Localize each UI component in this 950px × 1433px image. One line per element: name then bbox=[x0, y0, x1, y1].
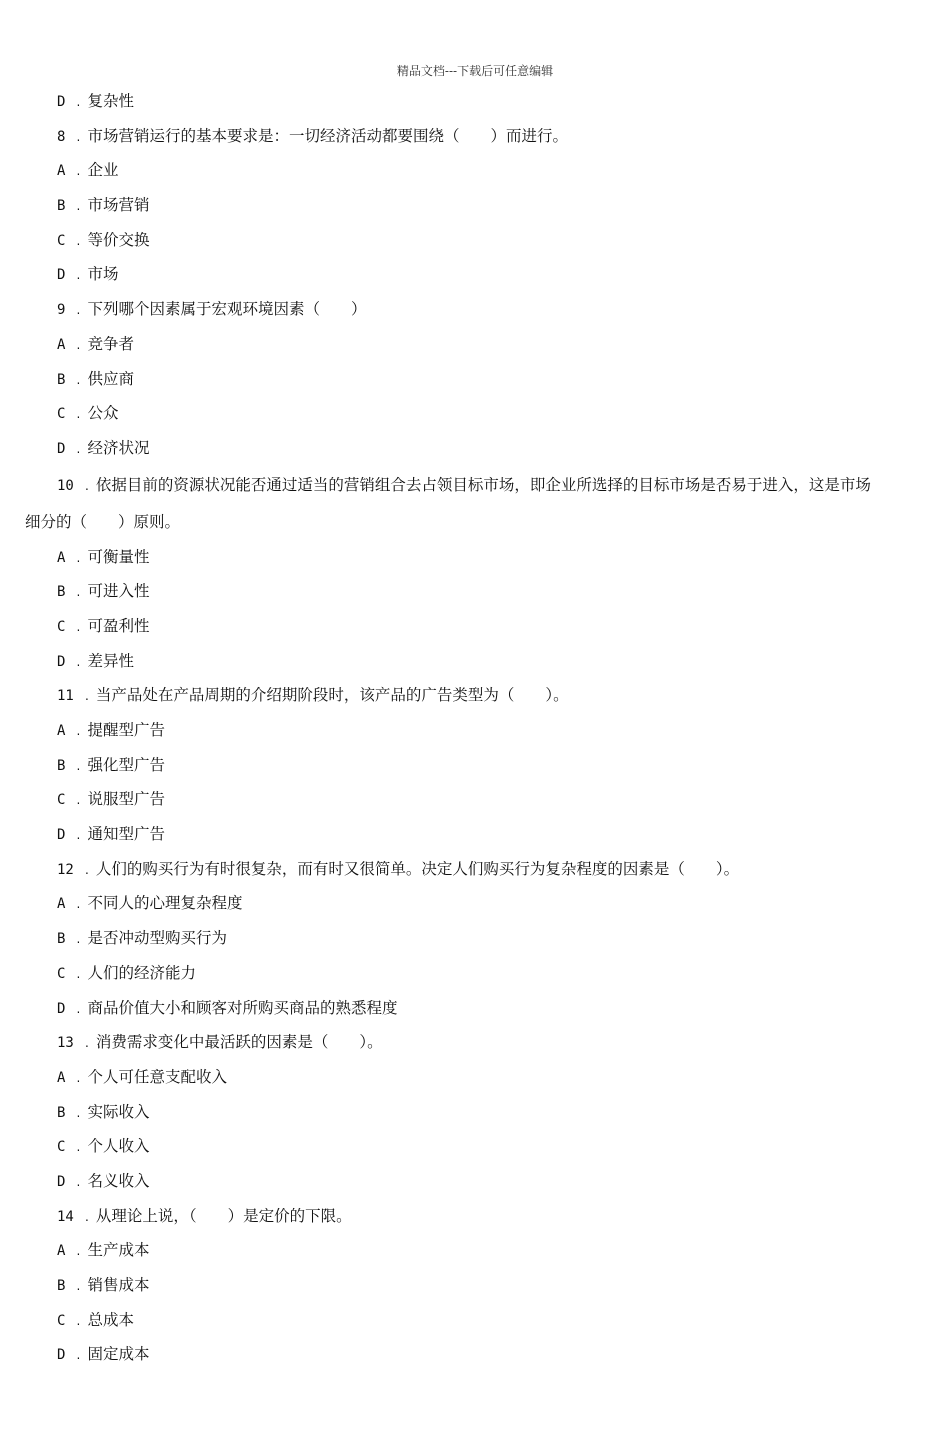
separator-dot: . bbox=[76, 337, 81, 352]
separator-dot: . bbox=[76, 1105, 81, 1120]
question-number: 9 bbox=[57, 302, 66, 319]
separator-dot: . bbox=[76, 724, 81, 738]
option-text: 个人收入 bbox=[87, 1137, 150, 1156]
option-letter: C bbox=[57, 1139, 66, 1156]
option-text: 个人可任意支配收入 bbox=[87, 1067, 227, 1086]
option-line bbox=[0, 886, 950, 921]
separator-dot: . bbox=[76, 1140, 81, 1155]
option-text: 名义收入 bbox=[87, 1171, 150, 1190]
option-line bbox=[0, 1268, 950, 1303]
option-letter: D bbox=[57, 94, 66, 110]
option-letter: A bbox=[57, 163, 66, 180]
separator-dot: . bbox=[76, 372, 81, 387]
question-text: 从理论上说，（ ）是定价的下限。 bbox=[95, 1206, 352, 1225]
option-letter: B bbox=[57, 198, 66, 215]
option-letter: A bbox=[57, 1243, 66, 1260]
option-text: 竞争者 bbox=[87, 334, 134, 353]
option-text: 可进入性 bbox=[87, 582, 150, 601]
option-line bbox=[0, 1129, 950, 1164]
option-text: 市场营销 bbox=[87, 196, 150, 215]
option-text: 说服型广告 bbox=[87, 790, 165, 809]
option-line bbox=[0, 1337, 950, 1372]
option-line bbox=[0, 327, 950, 362]
option-letter: C bbox=[57, 965, 66, 982]
question-line bbox=[0, 466, 950, 504]
option-line bbox=[0, 362, 950, 397]
separator-dot: . bbox=[76, 129, 81, 144]
option-letter: A bbox=[57, 896, 66, 913]
separator-dot: . bbox=[84, 689, 89, 704]
separator-dot: . bbox=[76, 95, 81, 109]
separator-dot: . bbox=[76, 1244, 81, 1259]
option-line bbox=[0, 431, 950, 466]
option-text: 经济状况 bbox=[87, 438, 150, 457]
separator-dot: . bbox=[84, 1209, 89, 1224]
option-text: 总成本 bbox=[87, 1310, 134, 1329]
option-text: 强化型广告 bbox=[87, 755, 165, 774]
separator-dot: . bbox=[76, 758, 81, 773]
option-line bbox=[0, 817, 950, 852]
option-letter: D bbox=[57, 1347, 66, 1364]
separator-dot: . bbox=[76, 585, 81, 600]
separator-dot: . bbox=[76, 966, 81, 981]
separator-dot: . bbox=[76, 550, 81, 565]
question-line bbox=[0, 1199, 950, 1234]
option-letter: B bbox=[57, 1104, 66, 1121]
separator-dot: . bbox=[76, 828, 81, 843]
question-number: 8 bbox=[57, 128, 66, 145]
option-line bbox=[0, 609, 950, 644]
separator-dot: . bbox=[76, 932, 81, 947]
separator-dot: . bbox=[76, 1001, 81, 1016]
option-line bbox=[0, 257, 950, 292]
question-line bbox=[0, 292, 950, 327]
separator-dot: . bbox=[76, 1279, 81, 1293]
separator-dot: . bbox=[76, 897, 81, 912]
option-line bbox=[0, 540, 950, 575]
option-line bbox=[0, 956, 950, 991]
question-text: 当产品处在产品周期的介绍期阶段时，该产品的广告类型为（ ）。 bbox=[95, 686, 569, 705]
separator-dot: . bbox=[76, 1313, 81, 1328]
separator-dot: . bbox=[76, 654, 81, 669]
option-letter: D bbox=[57, 1173, 66, 1190]
question-line bbox=[0, 119, 950, 154]
option-line bbox=[0, 921, 950, 956]
option-text: 销售成本 bbox=[87, 1276, 150, 1294]
question-text-continued: 细分的（ ）原则。 bbox=[25, 512, 181, 531]
page-header: 精品文档---下载后可任意编辑 bbox=[396, 64, 554, 78]
option-letter: C bbox=[57, 1312, 66, 1329]
separator-dot: . bbox=[76, 268, 81, 283]
question-number: 11 bbox=[57, 688, 74, 705]
option-line bbox=[0, 644, 950, 679]
option-line bbox=[0, 748, 950, 783]
option-line bbox=[0, 991, 950, 1026]
separator-dot: . bbox=[76, 1174, 81, 1189]
option-line bbox=[0, 223, 950, 258]
option-letter: A bbox=[57, 1069, 66, 1086]
option-letter: B bbox=[57, 584, 66, 601]
question-text: 下列哪个因素属于宏观环境因素（ ） bbox=[87, 300, 367, 319]
question-text: 依据目前的资源状况能否通过适当的营销组合去占领目标市场，即企业所选择的目标市场是否易于进入，这是市场 bbox=[95, 475, 871, 494]
option-letter: C bbox=[57, 618, 66, 635]
option-text: 人们的经济能力 bbox=[87, 963, 196, 982]
option-line bbox=[0, 574, 950, 609]
separator-dot: . bbox=[76, 407, 81, 422]
option-letter: C bbox=[57, 792, 66, 809]
option-letter: D bbox=[57, 1000, 66, 1017]
option-line bbox=[0, 1060, 950, 1095]
separator-dot: . bbox=[76, 164, 81, 179]
separator-dot: . bbox=[76, 1070, 81, 1085]
option-line bbox=[0, 1303, 950, 1338]
option-line bbox=[0, 1095, 950, 1130]
option-line bbox=[0, 713, 950, 748]
option-letter: D bbox=[57, 653, 66, 670]
question-number: 14 bbox=[57, 1208, 74, 1225]
separator-dot: . bbox=[76, 1348, 81, 1363]
option-text: 复杂性 bbox=[87, 92, 134, 110]
separator-dot: . bbox=[76, 233, 81, 248]
option-text: 固定成本 bbox=[87, 1345, 150, 1364]
option-text: 不同人的心理复杂程度 bbox=[87, 894, 243, 913]
option-text: 供应商 bbox=[87, 369, 134, 388]
option-text: 差异性 bbox=[87, 651, 134, 670]
option-text: 提醒型广告 bbox=[87, 721, 165, 739]
option-text: 企业 bbox=[87, 161, 119, 180]
question-text: 人们的购买行为有时很复杂，而有时又很简单。决定人们购买行为复杂程度的因素是（ ）。 bbox=[95, 859, 740, 878]
option-letter: B bbox=[57, 757, 66, 774]
option-letter: B bbox=[57, 931, 66, 948]
separator-dot: . bbox=[76, 793, 81, 808]
option-text: 可盈利性 bbox=[87, 616, 150, 635]
option-text: 可衡量性 bbox=[87, 547, 150, 566]
option-letter: A bbox=[57, 549, 66, 566]
question-number: 13 bbox=[57, 1035, 74, 1052]
option-line bbox=[0, 1164, 950, 1199]
option-text: 实际收入 bbox=[87, 1102, 150, 1121]
option-line bbox=[0, 84, 950, 119]
option-line bbox=[0, 1233, 950, 1268]
separator-dot: . bbox=[76, 303, 81, 318]
option-text: 市场 bbox=[87, 265, 119, 284]
option-letter: A bbox=[57, 336, 66, 353]
option-letter: D bbox=[57, 827, 66, 844]
option-text: 生产成本 bbox=[87, 1241, 150, 1260]
separator-dot: . bbox=[84, 862, 89, 877]
option-letter: A bbox=[57, 723, 66, 739]
question-list bbox=[0, 84, 950, 1372]
option-line bbox=[0, 188, 950, 223]
question-text: 市场营销运行的基本要求是：一切经济活动都要围绕（ ）而进行。 bbox=[87, 126, 568, 145]
option-line bbox=[0, 782, 950, 817]
option-letter: C bbox=[57, 232, 66, 249]
question-number: 12 bbox=[57, 861, 74, 878]
option-text: 公众 bbox=[87, 404, 119, 423]
option-letter: C bbox=[57, 406, 66, 423]
option-letter: D bbox=[57, 267, 66, 284]
separator-dot: . bbox=[84, 478, 89, 493]
option-text: 商品价值大小和顾客对所购买商品的熟悉程度 bbox=[87, 998, 398, 1017]
separator-dot: . bbox=[84, 1036, 89, 1051]
option-letter: B bbox=[57, 1278, 66, 1294]
option-text: 通知型广告 bbox=[87, 825, 165, 844]
question-line bbox=[0, 852, 950, 887]
option-letter: D bbox=[57, 440, 66, 457]
question-number: 10 bbox=[57, 477, 74, 494]
separator-dot: . bbox=[76, 619, 81, 634]
separator-dot: . bbox=[76, 441, 81, 456]
question-line bbox=[0, 678, 950, 713]
option-text: 等价交换 bbox=[87, 230, 150, 249]
option-line bbox=[0, 153, 950, 188]
question-line bbox=[0, 1025, 950, 1060]
option-text: 是否冲动型购买行为 bbox=[87, 929, 227, 948]
option-letter: B bbox=[57, 371, 66, 388]
option-line bbox=[0, 396, 950, 431]
separator-dot: . bbox=[76, 199, 81, 214]
question-text: 消费需求变化中最活跃的因素是（ ）。 bbox=[95, 1033, 383, 1052]
